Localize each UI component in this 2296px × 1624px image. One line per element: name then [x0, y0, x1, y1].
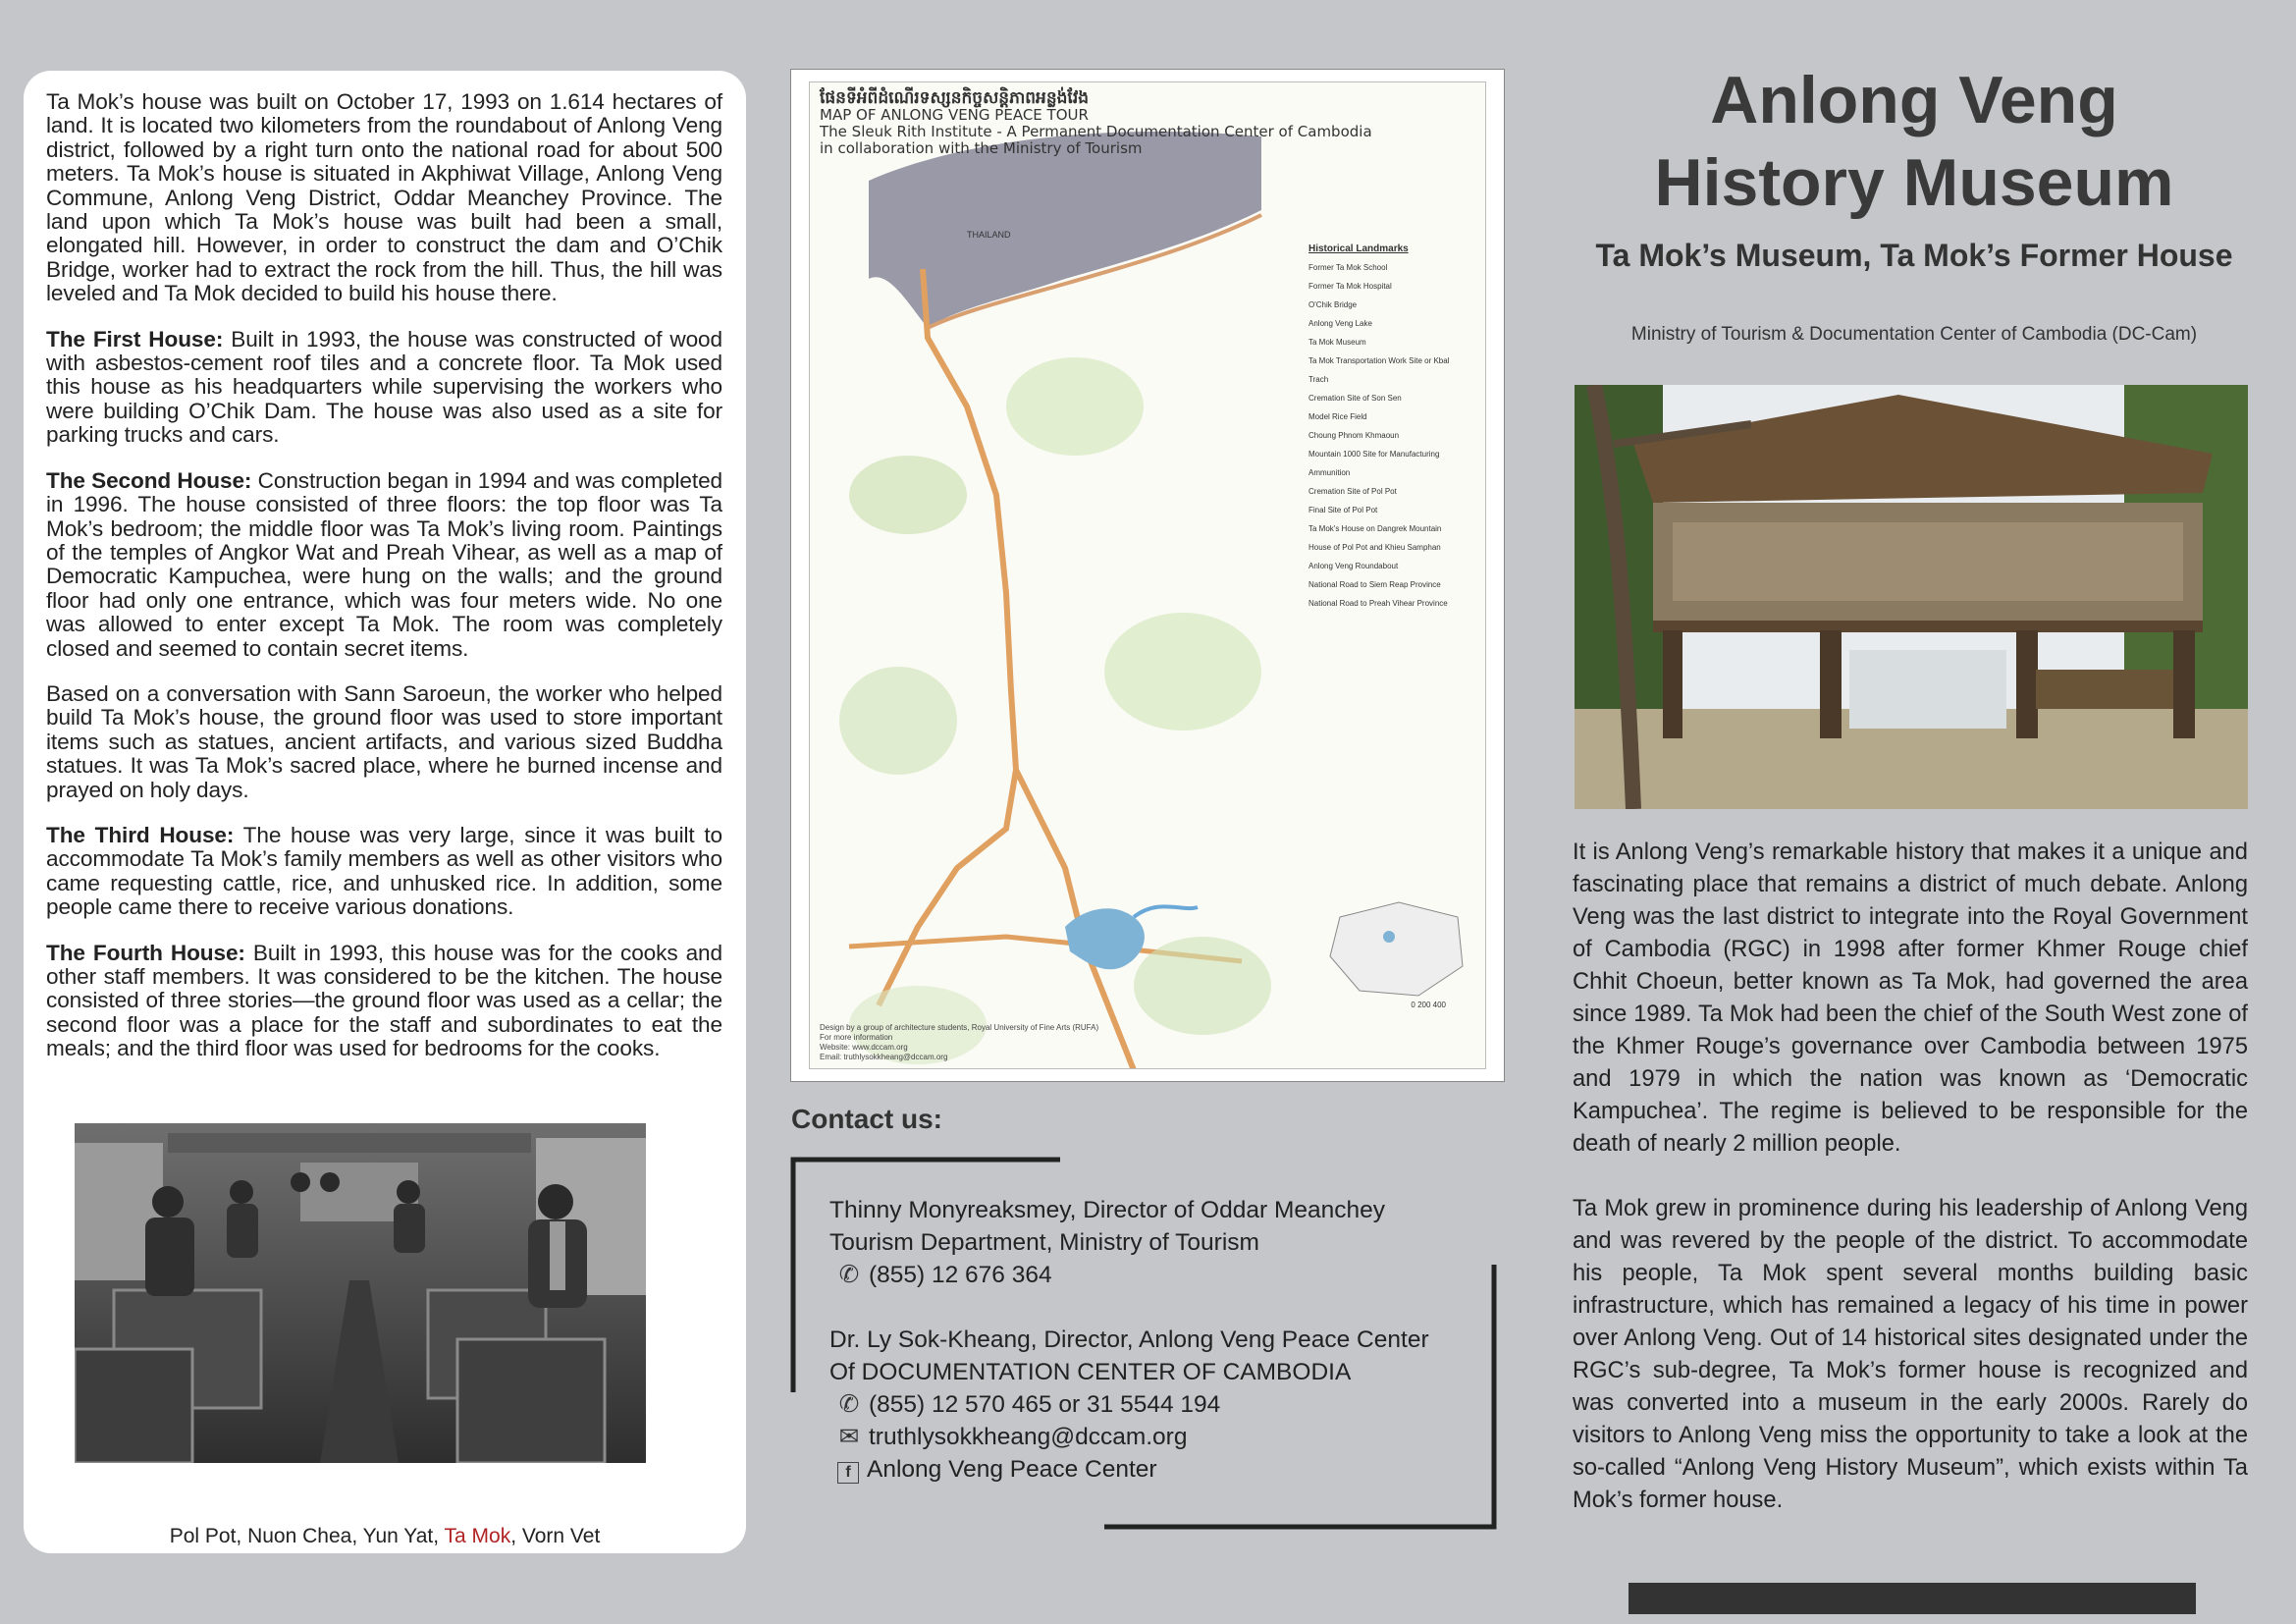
sann-saroeun-paragraph: Based on a conversation with Sann Saroeun, the worker who helped build Ta Mok’s house, the ground floor was used to store important items such as statues, ancient artifacts, and various sized Buddha statues. It was Ta Mok’s sacred place, where he burned incense and prayed on holy days. [46, 680, 722, 802]
legend-item: Cremation Site of Pol Pot [1308, 487, 1397, 496]
photo-caption: Pol Pot, Nuon Chea, Yun Yat, Ta Mok, Vorn Vet [169, 1525, 601, 1547]
page-title: Anlong Veng History Museum [1654, 63, 2174, 220]
map-org: The Sleuk Rith Institute - A Permanent Documentation Center of Cambodia [820, 123, 1372, 140]
history-paragraph: It is Anlong Veng’s remarkable history that makes it a unique and fascinating place that remains a district of much debate. Anlong Veng was the last district to integrate into the Royal Government of Cambodia (RGC) in 1998 after former Khmer Rouge chief Chhit Choeun, better known as Ta Mok, had governed the area since 1989. Ta Mok had been the chief of the South West zone of the Khmer Rouge’s governance over Cambodia between 1975 and 1979 in which the nation was known as ‘Democratic Kampuchea’. The regime is believed to be responsible for the death of nearly 2 million people. [1573, 839, 2248, 1157]
legend-item: Mountain 1000 Site for Manufacturing Ammunition [1308, 450, 1440, 477]
first-house-paragraph: The First House: Built in 1993, the house was constructed of wood with asbestos-cement roof tiles and a concrete floor. Ta Mok used this house as his headquarters while supervising the workers who were building O’Chik Dam. The house was also used as a site for parking trucks and cars. [46, 326, 722, 448]
map-legend [1308, 240, 1466, 613]
legend-title: Historical Landmarks [1308, 244, 1409, 254]
page-subtitle: Ta Mok’s Museum, Ta Mok’s Former House [1595, 238, 2233, 273]
legend-item: National Road to Preah Vihear Province [1308, 599, 1448, 608]
legend-item: Choung Phnom Khmaoun [1308, 431, 1400, 440]
map-title-block [820, 90, 1372, 157]
legend-item: Ta Mok Transportation Work Site or Kbal Trach [1308, 356, 1450, 384]
phone-number: (855) 12 570 465 or 31 5544 194 [869, 1391, 1221, 1418]
facebook-icon: f [837, 1462, 859, 1484]
legend-item: O'Chik Bridge [1308, 300, 1358, 309]
first-house-heading: The First House: [46, 326, 224, 352]
train-photo [75, 1123, 646, 1463]
phone-icon: ✆ [838, 1262, 860, 1288]
intro-paragraph: Ta Mok’s house was built on October 17, 1993 on 1.614 hectares of land. It is located two kilometers from the roundabout of Anlong Veng district, followed by a right turn onto the national road for about 500 meters. Ta Mok’s house is situated in Akphiwat Village, Anlong Veng Commune, Anlong Veng District, Oddar Meanchey Province. The land upon which Ta Mok’s house was built had been a small, elongated hill. However, in order to construct the dam and O’Chik Bridge, worker had to extract the rock from the hill. Thus, the hill was leveled and Ta Mok decided to build his house there. [46, 89, 722, 306]
legend-item: Cremation Site of Son Sen [1308, 394, 1402, 403]
fourth-house-heading: The Fourth House: [46, 940, 245, 965]
footer-bar [1629, 1583, 2196, 1614]
facebook-page: Anlong Veng Peace Center [867, 1456, 1157, 1483]
legend-item: Model Rice Field [1308, 412, 1367, 421]
legend-item: National Road to Siem Reap Province [1308, 580, 1441, 589]
second-house-paragraph: The Second House: Construction began in 1994 and was completed in 1996. The house consisted of three floors: the top floor was Ta Mok’s bedroom; the middle floor was Ta Mok’s living room. Paintings of the temples of Angkor Wat and Preah Vihear, as well as a map of Democratic Kampuchea, were hung on the walls; and the ground floor had only one entrance, which was four meters wide. No one was allowed to enter except Ta Mok. The room was completely closed and seemed to contain secret items. [46, 467, 723, 661]
email-icon: ✉ [838, 1424, 860, 1450]
contact-heading: Contact us: [791, 1104, 942, 1134]
legend-item: Ta Mok Museum [1308, 338, 1366, 347]
contact-line: Thinny Monyreaksmey, Director of Oddar Meanchey [829, 1197, 1385, 1223]
contact-details [829, 1194, 1429, 1486]
contact-line: Dr. Ly Sok-Kheang, Director, Anlong Veng Peace Center [829, 1326, 1429, 1353]
phone-icon: ✆ [838, 1391, 860, 1418]
legend-item: Final Site of Pol Pot [1308, 506, 1378, 514]
house-photo [1575, 385, 2248, 809]
legend-item: Former Ta Mok School [1308, 263, 1388, 272]
phone-number: (855) 12 676 364 [869, 1262, 1052, 1288]
right-body [1573, 837, 2248, 1549]
map-collab: in collaboration with the Ministry of Tourism [820, 139, 1143, 157]
caption-ta-mok: Ta Mok [444, 1525, 511, 1547]
map-khmer-title: ផែនទីអំពីដំណើរទស្សនកិច្ចសន្តិភាពអន្លង់វែង [820, 88, 1090, 108]
map-thailand-label: THAILAND [967, 230, 1011, 240]
second-house-heading: The Second House: [46, 467, 252, 493]
ministry-line: Ministry of Tourism & Documentation Center of Cambodia (DC-Cam) [1630, 324, 2198, 345]
contact-line: Of DOCUMENTATION CENTER OF CAMBODIA [829, 1359, 1352, 1385]
map-english-title: MAP OF ANLONG VENG PEACE TOUR [820, 106, 1089, 124]
legend-item: House of Pol Pot and Khieu Samphan [1308, 543, 1441, 552]
map-credits: Design by a group of architecture students, Royal University of Fine Arts (RUFA) For more information Website: www.dccam.org Email: truthlysokkheang@dccam.org [820, 1023, 1099, 1061]
fourth-house-paragraph: The Fourth House: Built in 1993, this house was for the cooks and other staff members. It was considered to be the kitchen. The house consisted of three stories—the ground floor was used as a cellar; the second floor was a place for the staff and subordinates to eat the meals; and the third floor was used for bedrooms for the cooks. [46, 940, 722, 1061]
legend-item: Ta Mok's House on Dangrek Mountain [1308, 524, 1442, 533]
third-house-paragraph: The Third House: The house was very large, since it was built to accommodate Ta Mok’s family members as well as other visitors who came requesting cattle, rice, and unhusked rice. In addition, some people came there to receive various donations. [46, 822, 723, 920]
email-address: truthlysokkheang@dccam.org [869, 1424, 1188, 1450]
map-scale: 0 200 400 [1411, 1001, 1446, 1009]
museum-paragraph: Ta Mok grew in prominence during his leadership of Anlong Veng and was revered by the people of the district. To accommodate his people, Ta Mok spent several months building basic infrastructure, which has remained a legacy of his time in power over Anlong Veng. Out of 14 historical sites designated under the RGC’s sub-degree, Ta Mok’s former house is recognized and was converted into a museum in the early 2000s. Rarely do visitors to Anlong Veng miss the opportunity to take a look at the so-called “Anlong Veng History Museum”, which exists within Ta Mok’s former house. [1573, 1196, 2248, 1513]
map-frame [809, 81, 1486, 1069]
legend-item: Anlong Veng Roundabout [1308, 562, 1399, 570]
third-house-heading: The Third House: [46, 822, 235, 847]
legend-item: Former Ta Mok Hospital [1308, 282, 1392, 291]
contact-line: Tourism Department, Ministry of Tourism [829, 1229, 1259, 1256]
legend-item: Anlong Veng Lake [1308, 319, 1372, 328]
peace-tour-map [790, 69, 1505, 1082]
